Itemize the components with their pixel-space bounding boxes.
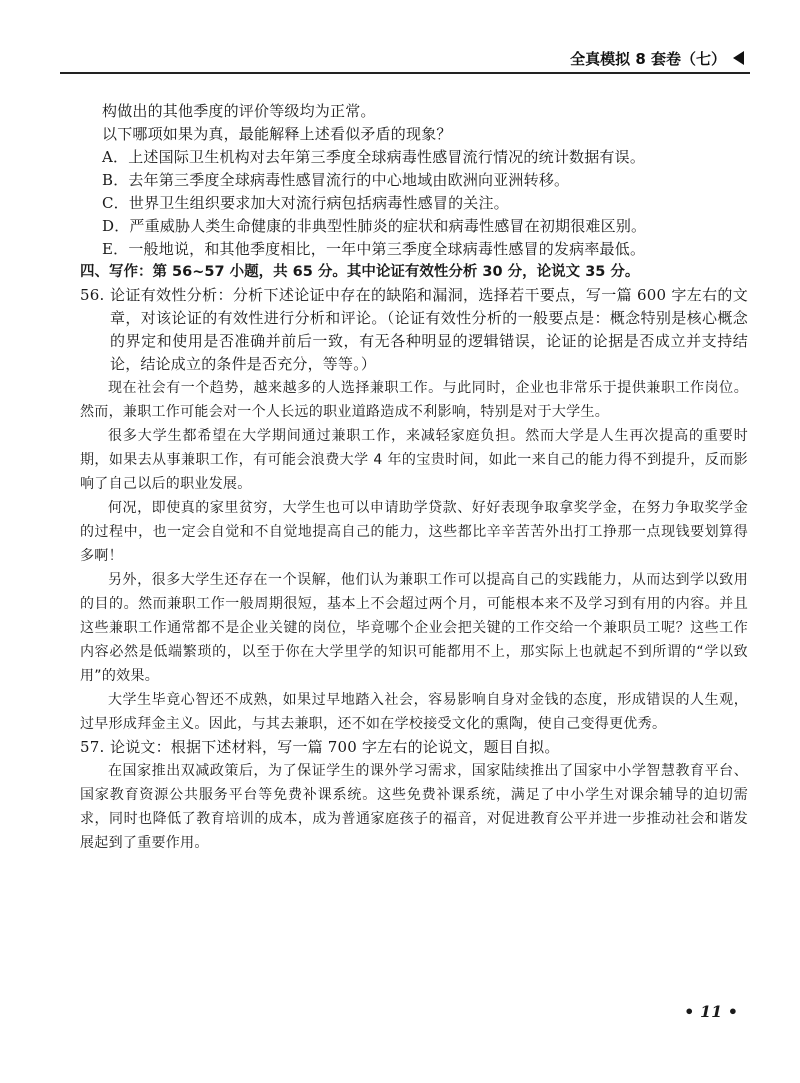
question-56	[80, 284, 748, 376]
option-d: D．严重威胁人类生命健康的非典型性肺炎的症状和病毒性感冒在初期很难区别。	[102, 217, 647, 235]
question-57	[80, 736, 748, 759]
option-e: E．一般地说，和其他季度相比，一年中第三季度全球病毒性感冒的发病率最低。	[102, 240, 646, 258]
essay-material	[80, 759, 748, 855]
passage-paragraph: 很多大学生都希望在大学期间通过兼职工作，来减轻家庭负担。然而大学是人生再次提高的重要时期，如果去从事兼职工作，有可能会浪费大学 4 年的宝贵时间，如此一来自己的能力得不到提升，反而影响了自己以后的职业发展。	[80, 428, 748, 492]
question-number: 57.	[80, 738, 105, 756]
passage-paragraph: 现在社会有一个趋势，越来越多的人选择兼职工作。与此同时，企业也非常乐于提供兼职工作岗位。然而，兼职工作可能会对一个人长远的职业道路造成不利影响，特别是对于大学生。	[80, 380, 748, 420]
page-content	[80, 100, 748, 855]
passage-paragraph: 在国家推出双减政策后，为了保证学生的课外学习需求，国家陆续推出了国家中小学智慧教育平台、国家教育资源公共服务平台等免费补课系统。这些免费补课系统，满足了中小学生对课余辅导的迫切需求，同时也降低了教育培训的成本，成为普通家庭孩子的福音，对促进教育公平并进一步推动社会和谐发展起到了重要作用。	[80, 763, 748, 851]
page-header	[60, 44, 750, 74]
option-c: C．世界卫生组织要求加大对流行病包括病毒性感冒的关注。	[102, 194, 509, 212]
section-heading: 四、写作：第 56~57 小题，共 65 分。其中论证有效性分析 30 分，论说文 35 分。	[80, 264, 640, 280]
header-rule	[60, 72, 750, 74]
argument-passage	[80, 376, 748, 736]
passage-paragraph: 何况，即使真的家里贫穷，大学生也可以申请助学贷款、好好表现争取拿奖学金，在努力争取奖学金的过程中，也一定会自觉和不自觉地提高自己的能力，这些都比辛辛苦苦外出打工挣那一点现钱要划算得多啊！	[80, 500, 748, 564]
header-title: 全真模拟 8 套卷（七）	[570, 50, 726, 68]
question-instruction: 论说文：根据下述材料，写一篇 700 字左右的论说文，题目自拟。	[110, 738, 560, 756]
passage-paragraph: 大学生毕竟心智还不成熟，如果过早地踏入社会，容易影响自身对金钱的态度，形成错误的人生观，过早形成拜金主义。因此，与其去兼职，还不如在学校接受文化的熏陶，使自己变得更优秀。	[80, 692, 748, 732]
question-number: 56.	[80, 286, 105, 304]
option-a: A．上述国际卫生机构对去年第三季度全球病毒性感冒流行情况的统计数据有误。	[102, 148, 646, 166]
page-number: • 11 •	[684, 1002, 738, 1021]
question-stem-continuation: 构做出的其他季度的评价等级均为正常。	[102, 102, 376, 120]
triangle-left-icon	[733, 51, 744, 65]
passage-paragraph: 另外，很多大学生还存在一个误解，他们认为兼职工作可以提高自己的实践能力，从而达到学以致用的目的。然而兼职工作一般周期很短，基本上不会超过两个月，可能根本来不及学习到有用的内容。并且这些兼职工作通常都不是企业关键的岗位，毕竟哪个企业会把关键的工作交给一个兼职员工呢？这些工作内容必然是低端繁琐的，以至于你在大学里学的知识可能都用不上，那实际上也就起不到所谓的“学以致用”的效果。	[80, 572, 748, 684]
option-b: B．去年第三季度全球病毒性感冒流行的中心地域由欧洲向亚洲转移。	[102, 171, 570, 189]
question-prompt: 以下哪项如果为真，最能解释上述看似矛盾的现象？	[102, 125, 452, 143]
question-instruction: 论证有效性分析：分析下述论证中存在的缺陷和漏洞，选择若干要点，写一篇 600 字左右的文章，对该论证的有效性进行分析和评论。（论证有效性分析的一般要点是：概念特别是核心概念的界定和使用是否准确并前后一致，有无各种明显的逻辑错误，论证的论据是否成立并支持结论，结论成立的条件是否充分，等等。）	[110, 286, 748, 373]
